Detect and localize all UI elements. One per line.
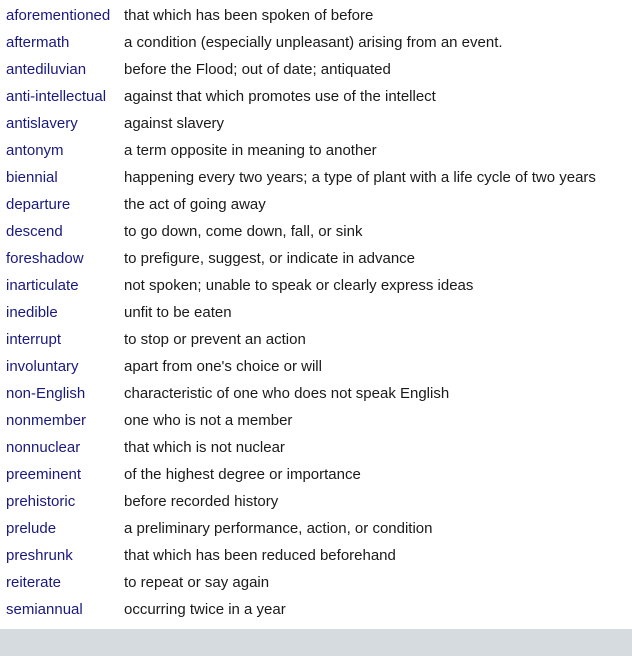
- vocab-definition: to prefigure, suggest, or indicate in advance: [124, 250, 416, 267]
- list-item: [0, 191, 632, 218]
- list-item: [0, 380, 632, 407]
- vocab-term: preeminent: [6, 466, 82, 483]
- vocab-term: reiterate: [6, 574, 62, 591]
- vocab-term: departure: [6, 196, 71, 213]
- vocab-definition: that which is not nuclear: [124, 439, 285, 456]
- vocab-term: antediluvian: [6, 61, 87, 78]
- vocab-term: nonmember: [6, 412, 87, 429]
- vocab-definition: characteristic of one who does not speak English: [124, 385, 450, 402]
- vocab-term: anti-intellectual: [6, 88, 107, 105]
- vocab-term: biennial: [6, 169, 58, 186]
- vocab-definition: a condition (especially unpleasant) arising from an event.: [124, 34, 503, 51]
- vocab-term: prelude: [6, 520, 57, 537]
- vocab-term: descend: [6, 223, 63, 240]
- list-item: [0, 2, 632, 29]
- list-item: [0, 164, 632, 191]
- vocab-definition: to stop or prevent an action: [124, 331, 306, 348]
- vocab-term: antonym: [6, 142, 64, 159]
- vocab-definition: a preliminary performance, action, or condition: [124, 520, 433, 537]
- vocab-definition: not spoken; unable to speak or clearly express ideas: [124, 277, 474, 294]
- list-item: [0, 326, 632, 353]
- vocab-term: prehistoric: [6, 493, 76, 510]
- vocab-definition: unfit to be eaten: [124, 304, 232, 321]
- vocab-term: involuntary: [6, 358, 79, 375]
- vocab-definition: that which has been reduced beforehand: [124, 547, 396, 564]
- list-item: [0, 434, 632, 461]
- vocab-definition: against slavery: [124, 115, 225, 132]
- vocab-definition: of the highest degree or importance: [124, 466, 361, 483]
- list-item: [0, 596, 632, 623]
- vocab-term: preshrunk: [6, 547, 73, 564]
- list-item: [0, 29, 632, 56]
- vocab-definition: to go down, come down, fall, or sink: [124, 223, 363, 240]
- vocab-definition: the act of going away: [124, 196, 266, 213]
- list-item: [0, 245, 632, 272]
- list-item: [0, 137, 632, 164]
- vocab-definition: that which has been spoken of before: [124, 7, 374, 24]
- list-item: [0, 83, 632, 110]
- vocab-term: nonnuclear: [6, 439, 81, 456]
- list-item: [0, 56, 632, 83]
- list-item: [0, 299, 632, 326]
- list-item: [0, 569, 632, 596]
- vocab-term: foreshadow: [6, 250, 84, 267]
- list-item: [0, 407, 632, 434]
- vocab-definition: apart from one's choice or will: [124, 358, 322, 375]
- vocab-definition: happening every two years; a type of plant with a life cycle of two years: [124, 169, 596, 186]
- vocab-definition: against that which promotes use of the intellect: [124, 88, 436, 105]
- vocab-term: non-English: [6, 385, 86, 402]
- list-item: [0, 488, 632, 515]
- list-item: [0, 272, 632, 299]
- vocab-term: aftermath: [6, 34, 70, 51]
- vocab-definition: before recorded history: [124, 493, 279, 510]
- list-item: [0, 218, 632, 245]
- vocab-term: inedible: [6, 304, 58, 321]
- vocab-definition: before the Flood; out of date; antiquated: [124, 61, 391, 78]
- vocab-definition: occurring twice in a year: [124, 601, 286, 618]
- vocab-term: antislavery: [6, 115, 78, 132]
- vocab-definition: one who is not a member: [124, 412, 293, 429]
- vocabulary-list: [0, 2, 632, 623]
- list-item: [0, 110, 632, 137]
- vocab-term: aforementioned: [6, 7, 111, 24]
- vocab-definition: a term opposite in meaning to another: [124, 142, 377, 159]
- vocab-definition: to repeat or say again: [124, 574, 270, 591]
- vocab-term: semiannual: [6, 601, 83, 618]
- list-item: [0, 461, 632, 488]
- vocab-term: inarticulate: [6, 277, 79, 294]
- list-item: [0, 515, 632, 542]
- list-item: [0, 353, 632, 380]
- vocab-term: interrupt: [6, 331, 62, 348]
- list-item: [0, 542, 632, 569]
